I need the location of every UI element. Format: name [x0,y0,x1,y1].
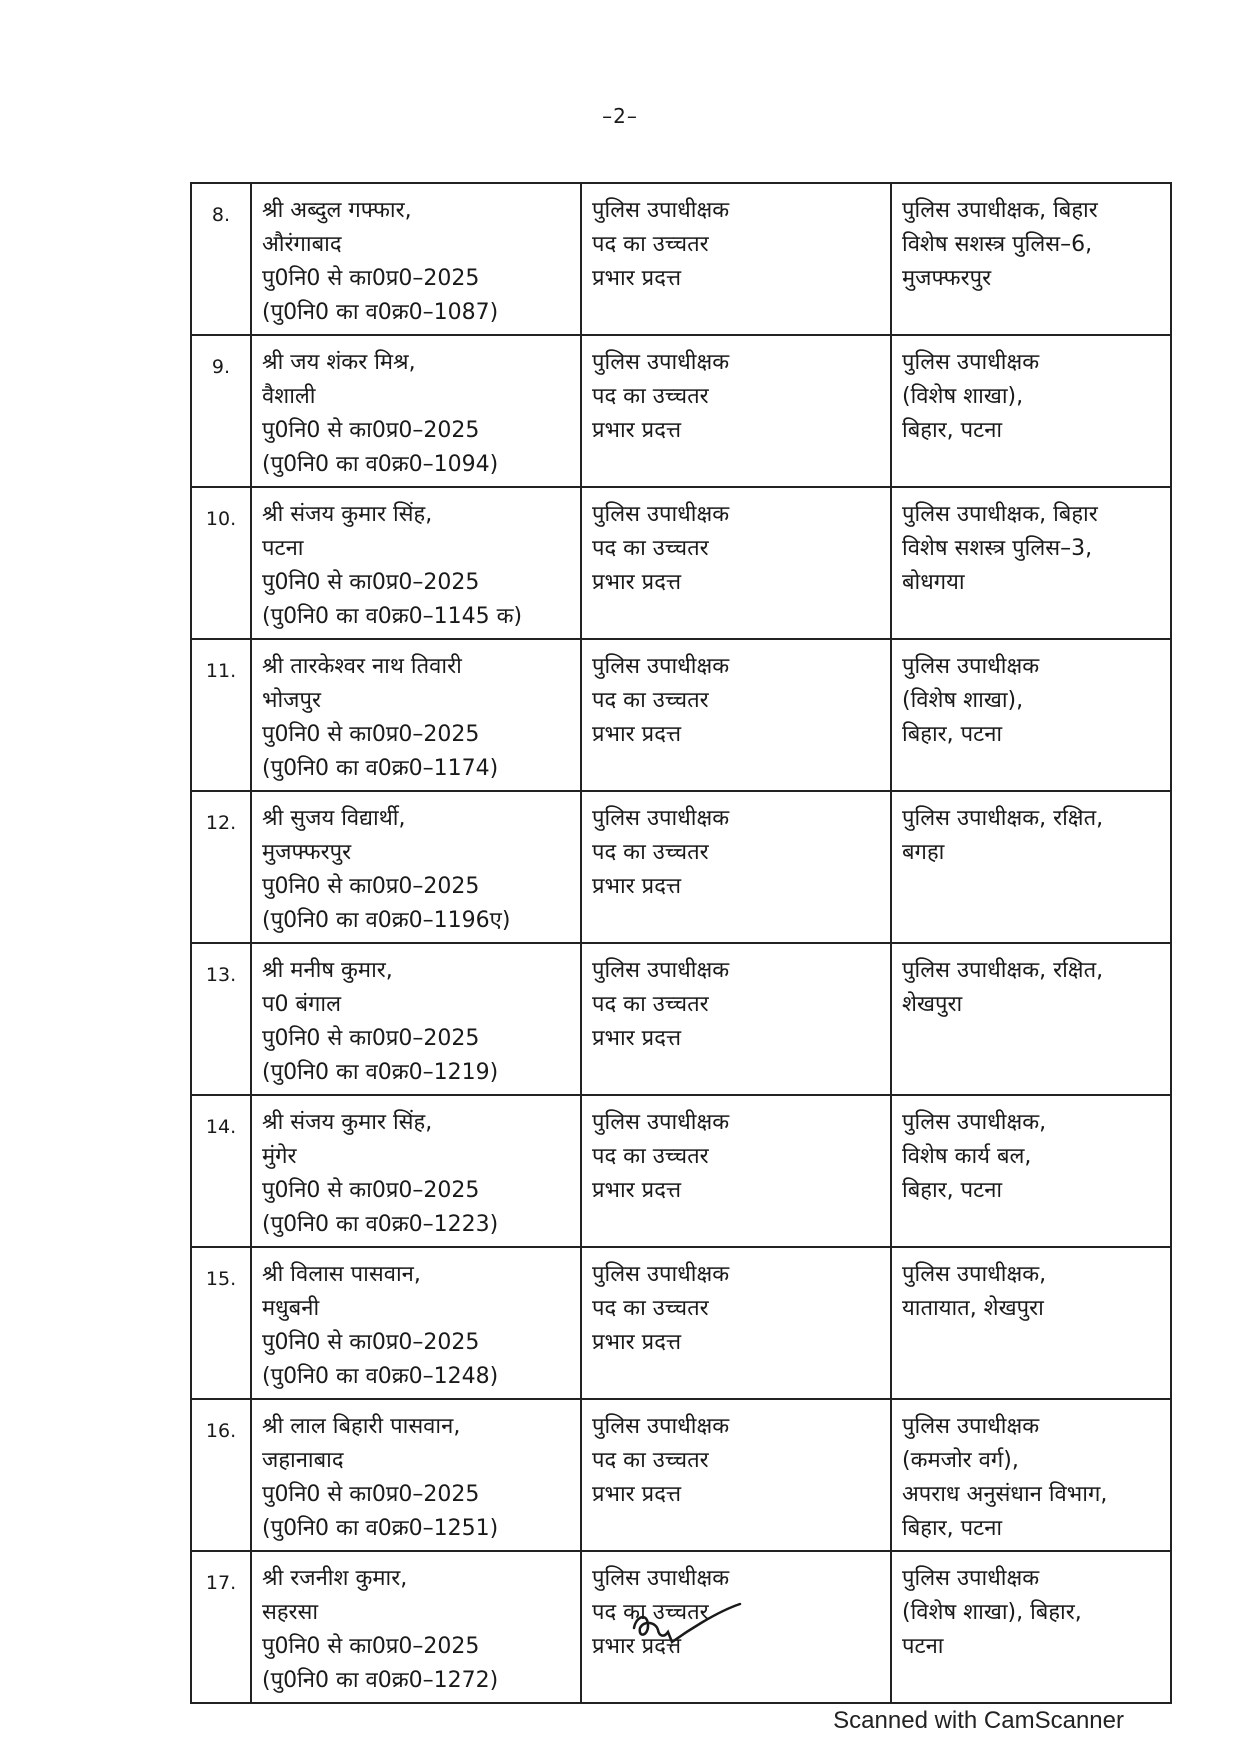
posting-line: बोधगया [902,570,965,595]
post-charge-line: पद का उच्चतर [592,1600,709,1625]
officer-posting-table [190,182,1172,1704]
seniority-number: (पु0नि0 का व0क्र0–1145 क) [262,604,523,629]
post-charge-line: पुलिस उपाधीक्षक [592,1110,730,1135]
seniority-number: (पु0नि0 का व0क्र0–1272) [262,1668,499,1693]
promotion-note: पु0नि0 से का0प्र0–2025 [262,1178,480,1203]
posting-line: पुलिस उपाधीक्षक, [902,1110,1047,1135]
promotion-note: पु0नि0 से का0प्र0–2025 [262,570,480,595]
seniority-number: (पु0नि0 का व0क्र0–1196ए) [262,908,511,933]
post-charge-line: प्रभार प्रदत्त [592,1634,682,1659]
serial-number-cell: 15. [191,1247,251,1399]
post-charge-line: पुलिस उपाधीक्षक [592,958,730,983]
table-row [191,183,1171,335]
promotion-note: पु0नि0 से का0प्र0–2025 [262,1026,480,1051]
home-district: औरंगाबाद [262,232,342,257]
serial-number-cell: 16. [191,1399,251,1551]
post-charge-line: पद का उच्चतर [592,840,709,865]
promotion-note: पु0नि0 से का0प्र0–2025 [262,266,480,291]
seniority-number: (पु0नि0 का व0क्र0–1223) [262,1212,499,1237]
promotion-note: पु0नि0 से का0प्र0–2025 [262,418,480,443]
table-row [191,1095,1171,1247]
table-row [191,791,1171,943]
post-charge-line: प्रभार प्रदत्त [592,266,682,291]
posting-line: विशेष कार्य बल, [902,1144,1032,1169]
home-district: प0 बंगाल [262,992,342,1017]
officer-details-cell [251,1247,581,1399]
posting-line: बगहा [902,840,945,865]
posting-line: पुलिस उपाधीक्षक [902,654,1040,679]
posting-cell [891,791,1171,943]
posting-line: यातायात, शेखपुरा [902,1296,1044,1321]
posting-cell [891,943,1171,1095]
serial-number-cell: 17. [191,1551,251,1703]
officer-details-cell [251,487,581,639]
posting-cell [891,1247,1171,1399]
officer-details-cell [251,639,581,791]
home-district: जहानाबाद [262,1448,344,1473]
officer-name: श्री लाल बिहारी पासवान, [262,1414,461,1439]
post-charge-line: पद का उच्चतर [592,688,709,713]
posting-line: (विशेष शाखा), [902,688,1024,713]
post-charge-cell [581,1399,891,1551]
post-charge-line: प्रभार प्रदत्त [592,1178,682,1203]
table-row [191,335,1171,487]
officer-name: श्री अब्दुल गफ्फार, [262,198,412,223]
posting-cell [891,1551,1171,1703]
home-district: मधुबनी [262,1296,320,1321]
officer-name: श्री जय शंकर मिश्र, [262,350,416,375]
officer-name: श्री संजय कुमार सिंह, [262,502,433,527]
post-charge-cell [581,183,891,335]
post-charge-line: पुलिस उपाधीक्षक [592,1262,730,1287]
seniority-number: (पु0नि0 का व0क्र0–1174) [262,756,499,781]
serial-number-cell: 9. [191,335,251,487]
posting-cell [891,1095,1171,1247]
posting-line: (विशेष शाखा), बिहार, [902,1600,1082,1625]
posting-line: शेखपुरा [902,992,963,1017]
table-row [191,639,1171,791]
posting-line: बिहार, पटना [902,722,1003,747]
seniority-number: (पु0नि0 का व0क्र0–1248) [262,1364,499,1389]
posting-line: पुलिस उपाधीक्षक, बिहार [902,198,1098,223]
post-charge-line: पुलिस उपाधीक्षक [592,654,730,679]
seniority-number: (पु0नि0 का व0क्र0–1087) [262,300,499,325]
post-charge-line: प्रभार प्रदत्त [592,1330,682,1355]
posting-cell [891,183,1171,335]
post-charge-line: प्रभार प्रदत्त [592,1482,682,1507]
posting-line: (विशेष शाखा), [902,384,1024,409]
post-charge-line: पद का उच्चतर [592,536,709,561]
officer-name: श्री तारकेश्वर नाथ तिवारी [262,654,462,679]
serial-number-cell: 10. [191,487,251,639]
home-district: पटना [262,536,304,561]
post-charge-line: प्रभार प्रदत्त [592,418,682,443]
post-charge-cell [581,487,891,639]
posting-line: बिहार, पटना [902,1516,1003,1541]
posting-line: पुलिस उपाधीक्षक [902,1566,1040,1591]
post-charge-cell [581,1247,891,1399]
seniority-number: (पु0नि0 का व0क्र0–1219) [262,1060,499,1085]
serial-number-cell: 12. [191,791,251,943]
post-charge-line: पद का उच्चतर [592,384,709,409]
posting-cell [891,335,1171,487]
home-district: सहरसा [262,1600,319,1625]
officer-name: श्री रजनीश कुमार, [262,1566,408,1591]
serial-number-cell: 11. [191,639,251,791]
promotion-note: पु0नि0 से का0प्र0–2025 [262,874,480,899]
post-charge-line: प्रभार प्रदत्त [592,874,682,899]
officer-details-cell [251,1095,581,1247]
post-charge-line: प्रभार प्रदत्त [592,570,682,595]
table-row [191,943,1171,1095]
posting-line: पुलिस उपाधीक्षक, रक्षित, [902,958,1104,983]
officer-details-cell [251,183,581,335]
post-charge-cell [581,1095,891,1247]
promotion-note: पु0नि0 से का0प्र0–2025 [262,1482,480,1507]
post-charge-cell [581,335,891,487]
home-district: भोजपुर [262,688,321,713]
posting-line: (कमजोर वर्ग), [902,1448,1019,1473]
table-row [191,1399,1171,1551]
post-charge-line: प्रभार प्रदत्त [592,722,682,747]
posting-line: पटना [902,1634,944,1659]
post-charge-line: पुलिस उपाधीक्षक [592,1414,730,1439]
officer-details-cell [251,335,581,487]
posting-line: पुलिस उपाधीक्षक [902,350,1040,375]
post-charge-line: पद का उच्चतर [592,232,709,257]
post-charge-line: पद का उच्चतर [592,992,709,1017]
officer-name: श्री संजय कुमार सिंह, [262,1110,433,1135]
serial-number-cell: 14. [191,1095,251,1247]
home-district: मुंगेर [262,1144,297,1169]
posting-line: बिहार, पटना [902,418,1003,443]
officer-details-cell [251,943,581,1095]
officer-details-cell [251,791,581,943]
table-row [191,487,1171,639]
officer-name: श्री सुजय विद्यार्थी, [262,806,406,831]
posting-line: अपराध अनुसंधान विभाग, [902,1482,1108,1507]
signature [626,1598,746,1650]
posting-line: पुलिस उपाधीक्षक, रक्षित, [902,806,1104,831]
home-district: वैशाली [262,384,316,409]
posting-cell [891,1399,1171,1551]
posting-line: विशेष सशस्त्र पुलिस–3, [902,536,1093,561]
post-charge-cell [581,791,891,943]
posting-line: बिहार, पटना [902,1178,1003,1203]
officer-details-cell [251,1551,581,1703]
officer-name: श्री मनीष कुमार, [262,958,393,983]
post-charge-line: पुलिस उपाधीक्षक [592,806,730,831]
promotion-note: पु0नि0 से का0प्र0–2025 [262,722,480,747]
seniority-number: (पु0नि0 का व0क्र0–1251) [262,1516,499,1541]
serial-number-cell: 13. [191,943,251,1095]
post-charge-line: प्रभार प्रदत्त [592,1026,682,1051]
post-charge-line: पुलिस उपाधीक्षक [592,198,730,223]
promotion-note: पु0नि0 से का0प्र0–2025 [262,1330,480,1355]
promotion-note: पु0नि0 से का0प्र0–2025 [262,1634,480,1659]
officer-details-cell [251,1399,581,1551]
posting-cell [891,487,1171,639]
posting-line: मुजफ्फरपुर [902,266,992,291]
post-charge-cell [581,639,891,791]
seniority-number: (पु0नि0 का व0क्र0–1094) [262,452,499,477]
post-charge-line: पद का उच्चतर [592,1448,709,1473]
post-charge-line: पद का उच्चतर [592,1296,709,1321]
serial-number-cell: 8. [191,183,251,335]
post-charge-line: पुलिस उपाधीक्षक [592,1566,730,1591]
posting-cell [891,639,1171,791]
home-district: मुजफ्फरपुर [262,840,352,865]
page-number: –2– [602,104,638,128]
post-charge-line: पद का उच्चतर [592,1144,709,1169]
post-charge-line: पुलिस उपाधीक्षक [592,502,730,527]
posting-line: पुलिस उपाधीक्षक [902,1414,1040,1439]
table-row [191,1247,1171,1399]
post-charge-cell [581,943,891,1095]
scanner-watermark: Scanned with CamScanner [833,1707,1124,1734]
posting-line: विशेष सशस्त्र पुलिस–6, [902,232,1093,257]
post-charge-line: पुलिस उपाधीक्षक [592,350,730,375]
posting-line: पुलिस उपाधीक्षक, बिहार [902,502,1098,527]
posting-line: पुलिस उपाधीक्षक, [902,1262,1047,1287]
officer-name: श्री विलास पासवान, [262,1262,421,1287]
